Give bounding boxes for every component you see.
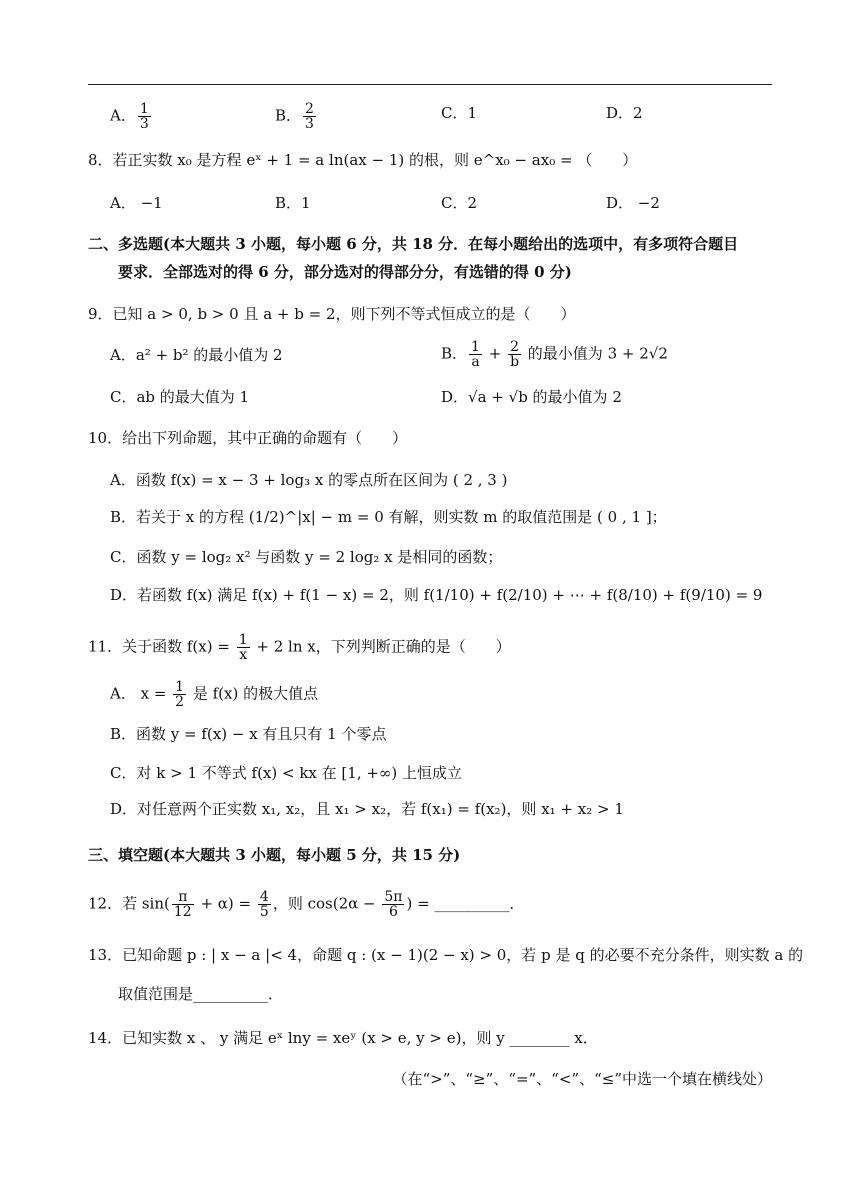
q7-option-a-label: A． [110,106,136,125]
q9-option-b: B． $\frac{1}{a}$ + $\frac{2}{b}$ 的最小值为 3 + 2√2 [441,339,668,370]
q14-stem: 14．已知实数 x 、 y 满足 eˣ lny = xeʸ (x > e, y > e)，则 y ________ x． [88,1029,598,1047]
q9-b-fraction-1 [469,340,482,369]
q13-line-2: 取值范围是__________． [118,985,284,1003]
q9-b-fraction-2 [508,340,521,369]
q7-b-denominator: 3 [305,116,314,132]
q12-mid-2: ，则 cos(2α − [272,894,381,913]
q11-stem-fraction-num: 1 [238,632,248,648]
q11-stem-suffix: + 2 ln x，下列判断正确的是（ ） [251,637,511,656]
q9-option-d: D．√a + √b 的最小值为 2 [441,388,622,406]
q9-option-a: A．a² + b² 的最小值为 2 [110,346,283,364]
q11-stem-fraction [237,633,250,662]
q12-prefix: 12．若 sin( [88,894,170,913]
q9-stem: 9．已知 a > 0, b > 0 且 a + b = 2，则下列不等式恒成立的是（ ） [88,305,576,323]
q7-option-d: D．2 [606,104,643,122]
q9-b-fraction-2-den: b [510,354,520,370]
q12-fraction-1-num: π [172,890,194,905]
q11-option-d: D．对任意两个正实数 x₁, x₂，且 x₁ > x₂，若 f(x₁) = f(x₂)，则 x₁ + x₂ > 1 [110,800,624,818]
q7-option-b-fraction [303,102,316,131]
q12-mid-1: + α) = [195,894,256,913]
q10-option-b: B．若关于 x 的方程 (1/2)^|x| − m = 0 有解，则实数 m 的取值范围是 ( 0 , 1 ]； [110,508,667,526]
q10-option-c: C．函数 y = log₂ x² 与函数 y = 2 log₂ x 是相同的函数； [110,548,503,566]
q11-option-a-suffix: 是 f(x) 的极大值点 [188,684,319,703]
section-2-heading-line2: 要求．全部选对的得 6 分，部分选对的得部分分，有选错的得 0 分) [118,263,572,281]
q7-option-b [275,102,318,131]
q11-stem-fraction-den: x [239,647,248,663]
q12-fraction-3 [382,890,404,919]
q12-fraction-2-num: 4 [259,889,269,905]
q11-option-a [110,680,318,709]
q7-a-numerator: 1 [139,101,149,117]
q8-stem: 8．若正实数 x₀ 是方程 eˣ + 1 = a ln(ax − 1) 的根，则 e^x₀ − ax₀ = （ ） [88,151,638,169]
q12-fraction-3-num: 5π [384,889,403,905]
q9-option-c: C．ab 的最大值为 1 [110,388,250,406]
q8-option-d: D． −2 [606,194,660,212]
q14-hint: （在“>”、“≥”、“=”、“<”、“≤”中选一个填在横线处） [392,1070,772,1088]
q11-option-a-fraction [173,680,186,709]
q8-option-a: A． −1 [110,194,163,212]
q9-b-fraction-1-num: 1 [471,339,480,355]
q13-line-1: 13．已知命题 p : | x − a |< 4，命题 q : (x − 1)(2 − x) > 0，若 p 是 q 的必要不充分条件，则实数 a 的 [88,946,804,964]
q12-stem [88,890,524,919]
q10-stem: 10．给出下列命题，其中正确的命题有（ ） [88,429,408,447]
q11-option-a-prefix: A． x = [110,684,172,703]
section-2-heading-line1: 二、多选题(本大题共 3 小题，每小题 6 分，共 18 分．在每小题给出的选项中，有多项符合题目 [88,235,739,253]
q12-fraction-3-den: 6 [388,904,398,920]
q11-a-fraction-num: 1 [175,679,185,695]
header-rule [88,84,772,85]
q8-option-c: C．2 [441,194,478,212]
q11-stem [88,633,511,662]
q7-option-a-fraction [138,102,151,131]
q10-option-a: A．函数 f(x) = x − 3 + log₃ x 的零点所在区间为 ( 2 , 3 ) [110,471,508,489]
q12-fraction-2-den: 5 [259,904,269,920]
q7-a-denominator: 3 [139,116,149,132]
q12-fraction-1-den: 12 [173,904,192,920]
q9-b-fraction-2-num: 2 [508,340,521,355]
q11-stem-prefix: 11．关于函数 f(x) = [88,637,235,656]
q12-suffix: ) = __________． [406,894,525,913]
section-3-heading: 三、填空题(本大题共 3 小题，每小题 5 分，共 15 分) [88,846,461,864]
q12-fraction-2 [258,890,271,919]
q7-b-numerator: 2 [305,101,314,117]
q10-option-d: D．若函数 f(x) 满足 f(x) + f(1 − x) = 2，则 f(1/10) + f(2/10) + ⋯ + f(8/10) + f(9/10) = 9 [110,586,763,604]
q9-option-b-label: B． [441,344,468,363]
q11-a-fraction-den: 2 [175,694,185,710]
q11-option-b: B．函数 y = f(x) − x 有且只有 1 个零点 [110,725,387,743]
q7-option-b-label: B． [275,106,302,125]
q9-option-b-text: 的最小值为 3 + 2√2 [523,344,668,363]
q7-option-a [110,102,153,131]
q12-fraction-1 [172,890,194,919]
q11-option-c: C．对 k > 1 不等式 f(x) < kx 在 [1, +∞) 上恒成立 [110,764,463,782]
q9-b-fraction-1-den: a [471,354,480,370]
q8-option-b: B．1 [275,194,311,212]
q7-option-c: C．1 [441,104,478,122]
